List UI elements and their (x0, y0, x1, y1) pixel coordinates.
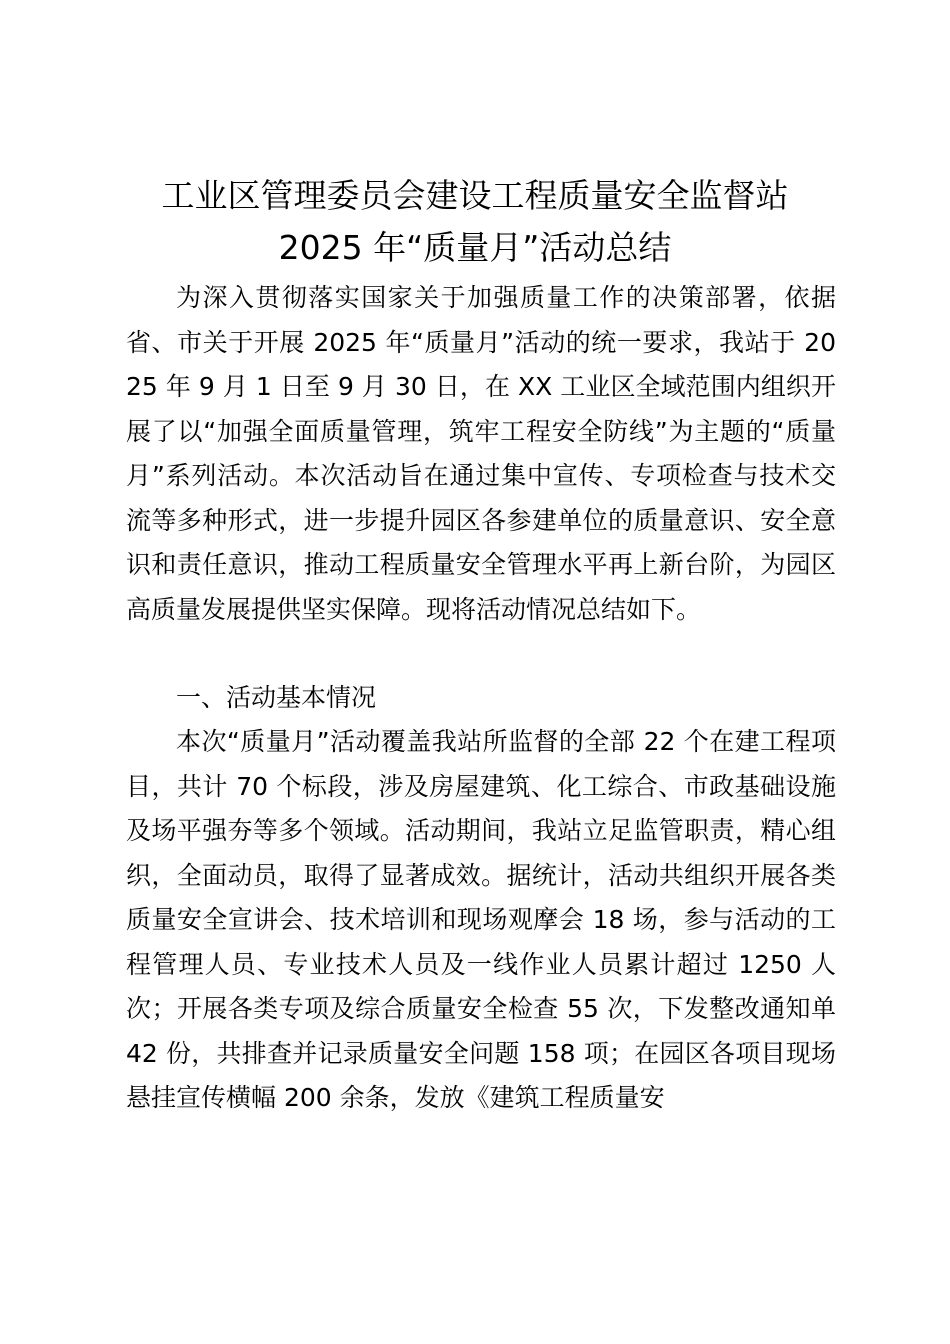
document-title-line-1: 工业区管理委员会建设工程质量安全监督站 (161, 176, 789, 215)
section-heading-activity-overview: 一、活动基本情况 (176, 683, 377, 712)
section-paragraph-activity-overview: 本次“质量月”活动覆盖我站所监督的全部 22 个在建工程项目，共计 70 个标段，涉及房屋建筑、化工综合、市政基础设施及场平强夯等多个领域。活动期间，我站立足监管职责，精心组织，全面动员，取得了显著成效。据统计，活动共组织开展各类质量安全宣讲会、技术培训和现场观摩会 18 场，参与活动的工程管理人员、专业技术人员及一线作业人员累计超过 1250 人次；开展各类专项及综合质量安全检查 55 次，下发整改通知单 42 份，共排查并记录质量安全问题 158 项；在园区各项目现场悬挂宣传横幅 200 余条，发放《建筑工程质量安 (126, 727, 836, 1112)
document-title-line-2: 2025 年“质量月”活动总结 (278, 228, 672, 267)
intro-paragraph: 为深入贯彻落实国家关于加强质量工作的决策部署，依据省、市关于开展 2025 年“质量月”活动的统一要求，我站于 2025 年 9 月 1 日至 9 月 30 日，在 XX 工业区全域范围内组织开展了以“加强全面质量管理，筑牢工程安全防线”为主题的“质量月”系列活动。本次活动旨在通过集中宣传、专项检查与技术交流等多种形式，进一步提升园区各参建单位的质量意识、安全意识和责任意识，推动工程质量安全管理水平再上新台阶，为园区高质量发展提供坚实保障。现将活动情况总结如下。 (126, 283, 836, 624)
